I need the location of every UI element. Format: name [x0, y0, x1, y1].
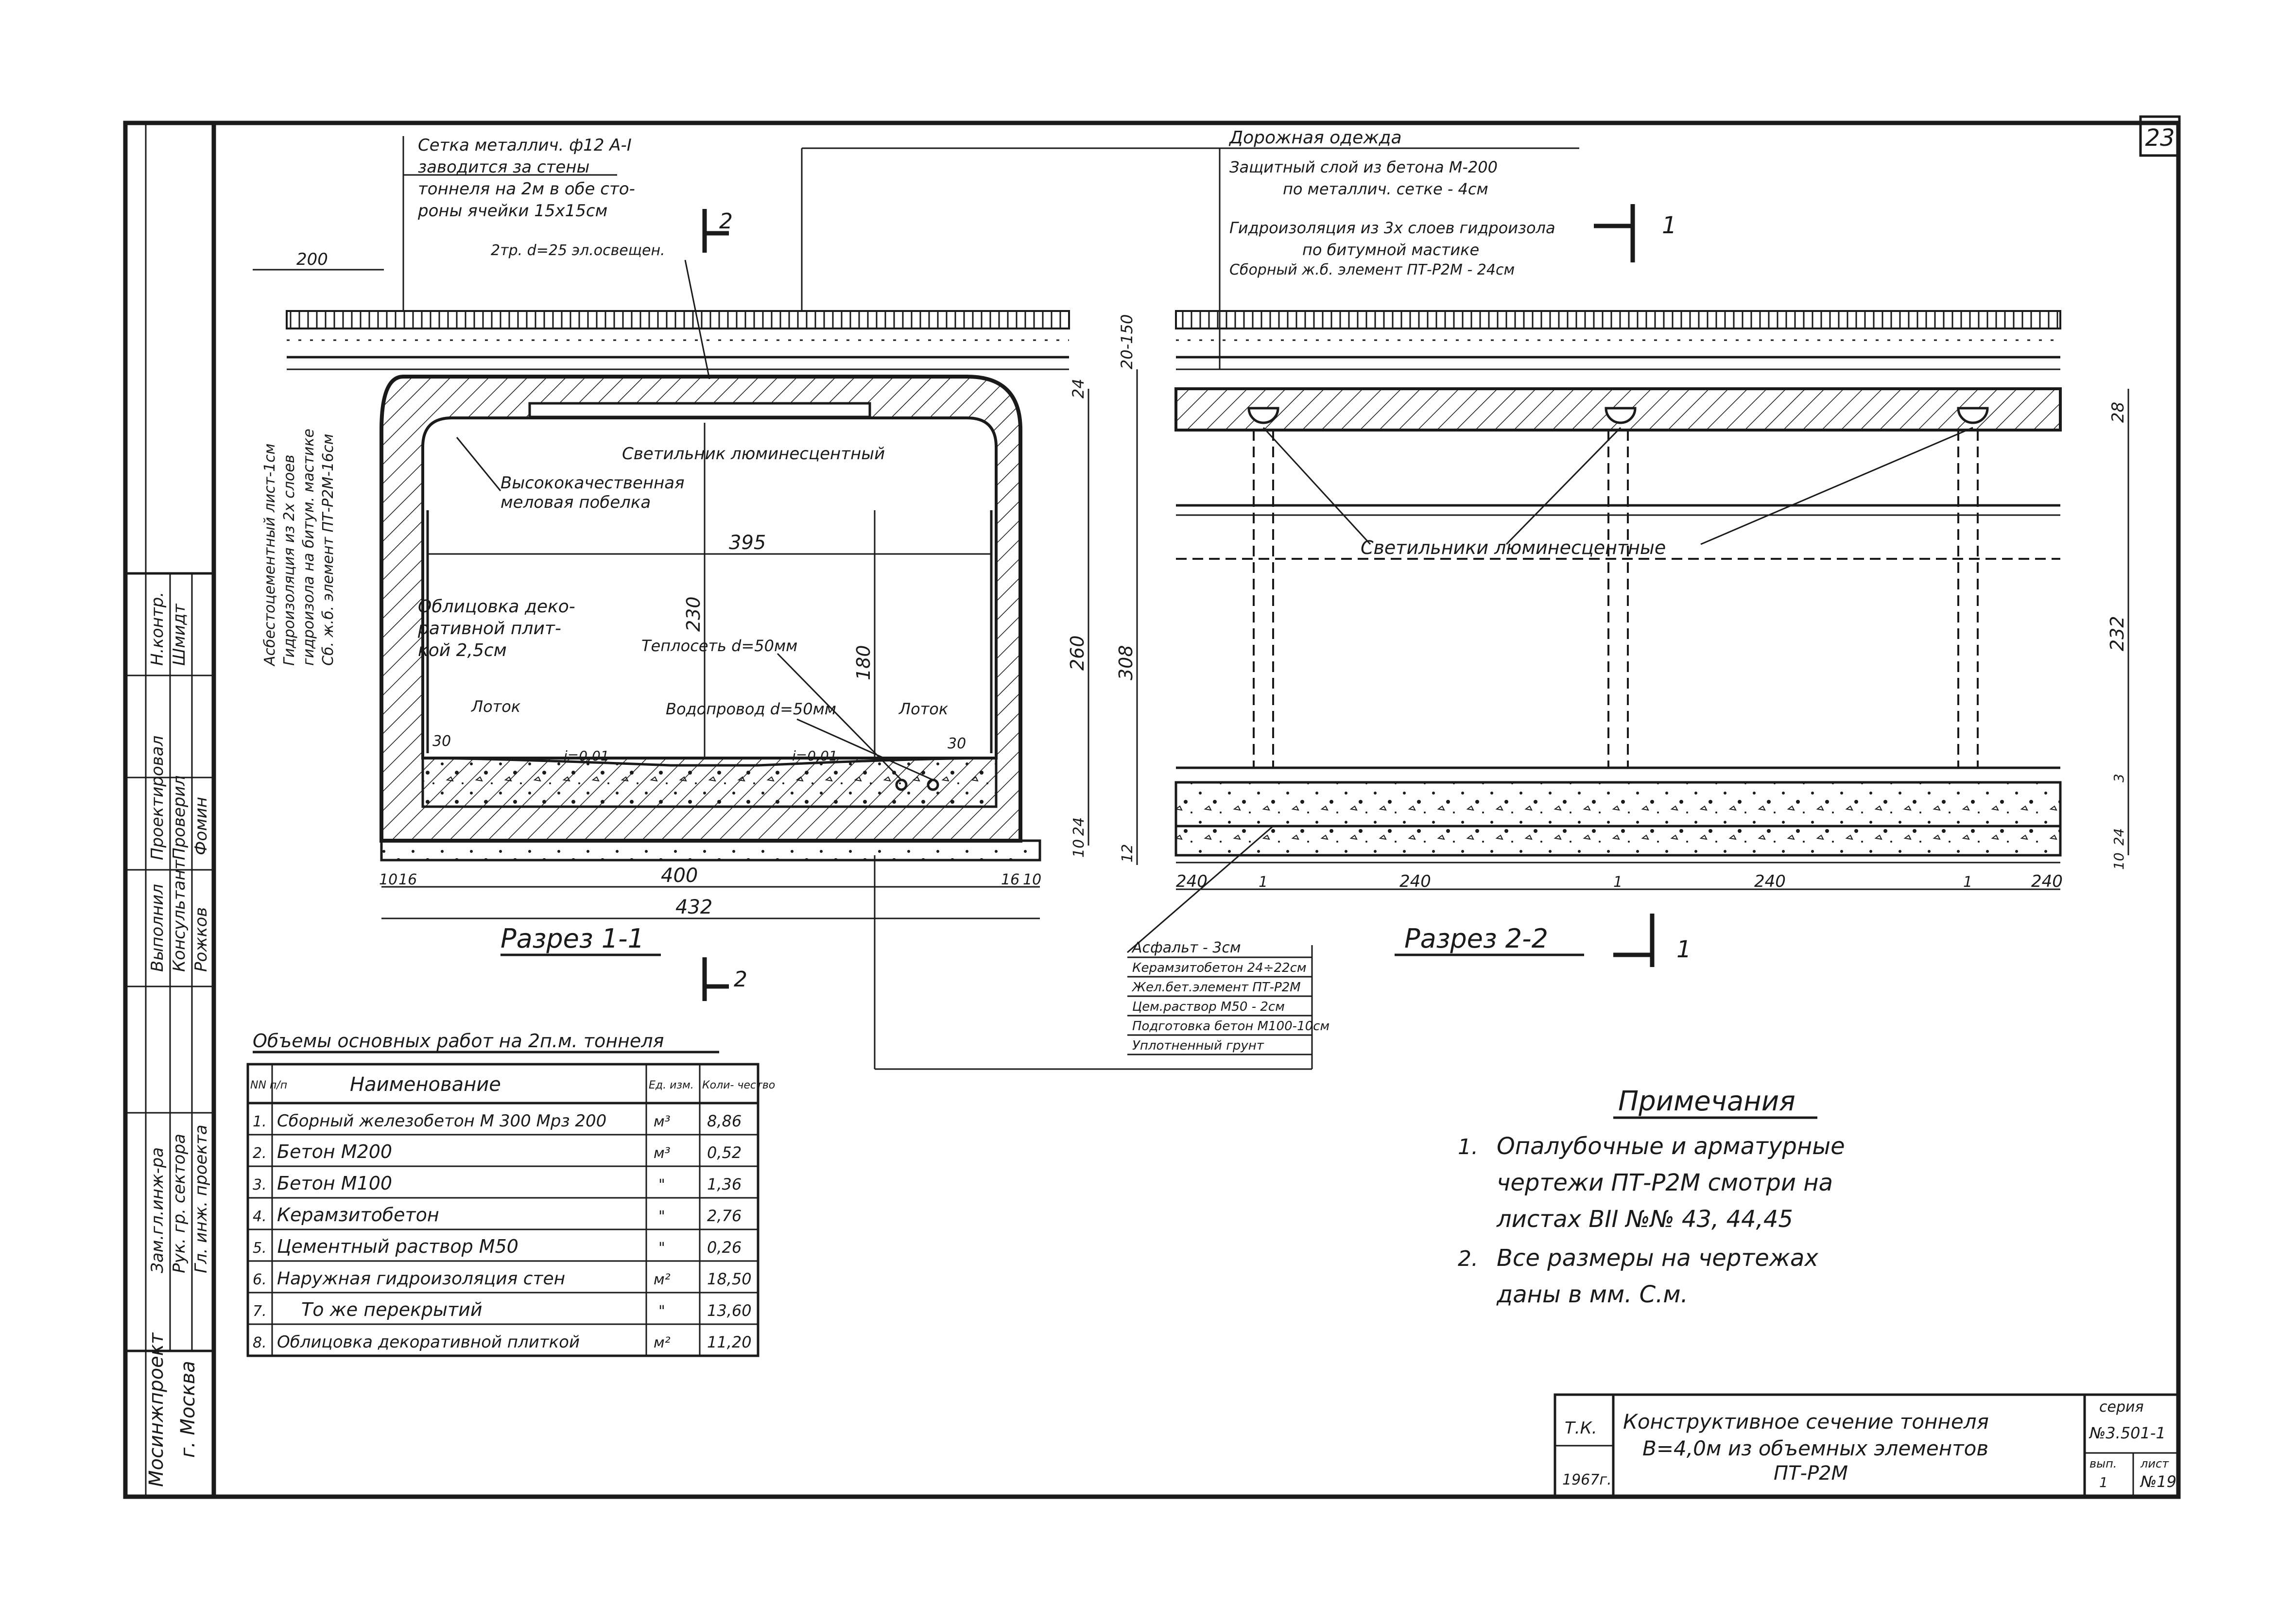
- section-1-title: Разрез 1-1: [501, 923, 644, 954]
- note-1-num: 1.: [1458, 1135, 1478, 1159]
- dim-b10-2: 10: [2111, 852, 2127, 870]
- section-2-title: Разрез 2-2: [1404, 923, 1548, 954]
- stamp-name-2: Фомин: [191, 796, 211, 855]
- table-row-2-num: 2.: [253, 1145, 267, 1162]
- table-row-7-unit: ": [658, 1303, 665, 1320]
- layer-4: Цем.раствор М50 - 2см: [1132, 1000, 1285, 1014]
- road-surface-2: [1176, 311, 2060, 328]
- table-row-1-unit: м³: [654, 1113, 671, 1130]
- lamp-label-1: Светильник люминесцентный: [622, 444, 885, 464]
- notes-title: Примечания: [1618, 1086, 1795, 1117]
- side-label-2: Гидроизоляция из 2х слоев: [281, 454, 298, 666]
- dim-b12: 12: [1119, 844, 1136, 863]
- road-note-6: Сборный ж.б. элемент ПТ-Р2М - 24см: [1229, 261, 1515, 278]
- note-2-line-2: даны в мм. С.м.: [1497, 1281, 1688, 1308]
- stamp-role-8: Проектировал: [148, 735, 167, 860]
- dim-180: 180: [853, 645, 874, 680]
- title-line-1: Конструктивное сечение тоннеля: [1623, 1410, 1989, 1434]
- table-row-8-num: 8.: [253, 1334, 267, 1351]
- layer-3: Жел.бет.элемент ПТ-Р2М: [1132, 980, 1301, 995]
- table-row-6-name: Наружная гидроизоляция стен: [277, 1269, 566, 1289]
- dim-240a: 240: [1176, 872, 1208, 891]
- stamp-role-3: Гл. инж. проекта: [191, 1124, 211, 1273]
- stamp-role-5: Выполнил: [148, 884, 167, 972]
- road-note-4: Гидроизоляция из 3х слоев гидроизола: [1229, 219, 1555, 237]
- table-header-name: Наименование: [350, 1073, 501, 1096]
- table-row-6-num: 6.: [253, 1271, 267, 1288]
- title-line-3: ПТ-Р2М: [1774, 1462, 1848, 1485]
- dim-28: 28: [2108, 401, 2128, 423]
- series-label: серия: [2099, 1399, 2144, 1416]
- road-notes: [802, 128, 1677, 369]
- table-row-3-name: Бетон М100: [277, 1173, 393, 1194]
- lamp-fixture-1: [530, 403, 870, 417]
- dim-1a: 1: [1259, 874, 1268, 891]
- dim-w10-r: 10: [1023, 871, 1042, 888]
- issue-label: вып.: [2089, 1457, 2117, 1470]
- table-row-5-unit: ": [658, 1240, 665, 1257]
- floor-2: [1176, 782, 2060, 826]
- road-surface-1: [287, 311, 1069, 328]
- sheet-number: 23: [2145, 124, 2175, 152]
- stamp-role-2: Рук. гр. секторa: [170, 1133, 189, 1273]
- road-note-3: по металлич. сетке - 4см: [1283, 180, 1488, 198]
- pipes-note: 2тр. d=25 эл.освещен.: [491, 242, 665, 259]
- stamp-role-1: Зам.гл.инж-ра: [148, 1147, 167, 1273]
- left-stamp: [125, 123, 214, 1497]
- stamp-role-7: Проверил: [170, 775, 189, 860]
- cut-mark-top: 2: [719, 209, 733, 234]
- dim-3: 3: [2111, 774, 2127, 782]
- table-row-4-qty: 2,76: [707, 1207, 742, 1225]
- dim-200: 200: [296, 250, 328, 269]
- dim-30-right: 30: [948, 735, 967, 752]
- dim-308: 308: [1115, 645, 1137, 680]
- note-1-line-1: Опалубочные и арматурные: [1497, 1133, 1845, 1160]
- section-1-1: [253, 136, 1137, 1001]
- series-number: №3.501-1: [2089, 1424, 2166, 1442]
- table-row-1-qty: 8,86: [707, 1112, 742, 1130]
- stamp-company: Мосинжпроект: [145, 1332, 168, 1487]
- table-row-6-unit: м²: [654, 1271, 671, 1288]
- foundation-1: [381, 841, 1040, 860]
- table-header-unit: Ед. изм.: [649, 1079, 694, 1091]
- note-1-line-3: листах ВII №№ 43, 44,45: [1497, 1206, 1793, 1233]
- dim-b24-2: 24: [2111, 828, 2127, 846]
- dim-w10-l: 10: [379, 871, 398, 888]
- dim-b10: 10: [1070, 839, 1088, 858]
- mesh-note-3: тоннеля на 2м в обе сто-: [418, 179, 635, 199]
- dim-395: 395: [729, 532, 766, 554]
- stamp-name-3: Шмидт: [170, 604, 189, 666]
- table-row-5-qty: 0,26: [707, 1238, 742, 1257]
- cut-mark-top-1: 1: [1662, 212, 1677, 239]
- cut-mark-bottom-1: 1: [1676, 936, 1692, 963]
- side-label-4: Сб. ж.б. элемент ПТ-Р2М-16см: [320, 433, 337, 666]
- table-row-5-num: 5.: [253, 1240, 267, 1257]
- table-row-4-name: Керамзитобетон: [277, 1204, 439, 1226]
- table-row-4-unit: ": [658, 1208, 665, 1225]
- note-2-line-1: Все размеры на чертежах: [1497, 1244, 1818, 1272]
- stamp-name-1: Рожков: [191, 907, 211, 972]
- sheet-label: лист: [2141, 1457, 2169, 1470]
- stamp-role-6: Консультант: [170, 860, 189, 972]
- table-row-5-name: Цементный раствор М50: [277, 1236, 518, 1257]
- layer-5: Подготовка бетон М100-10см: [1132, 1019, 1330, 1034]
- table-row-3-qty: 1,36: [707, 1175, 742, 1193]
- title-year: 1967г.: [1562, 1471, 1612, 1488]
- table-row-8-name: Облицовка декоративной плиткой: [277, 1332, 580, 1352]
- dim-w432: 432: [675, 896, 713, 918]
- table-row-8-qty: 11,20: [707, 1333, 752, 1351]
- volumes-table: [248, 1030, 775, 1356]
- lamps-label-2: Светильники люминесцентные: [1361, 537, 1666, 558]
- tray-left-label: Лоток: [471, 697, 521, 716]
- paint-label-2: меловая побелка: [501, 493, 651, 512]
- note-1-line-2: чертежи ПТ-Р2М смотри на: [1497, 1169, 1833, 1196]
- dim-w16-r: 16: [1001, 871, 1020, 888]
- dim-260: 260: [1067, 635, 1088, 671]
- table-row-6-qty: 18,50: [707, 1270, 752, 1288]
- table-row-7-num: 7.: [253, 1303, 267, 1320]
- dim-w16-l: 16: [398, 871, 417, 888]
- slope-right: i=0,01: [792, 748, 838, 764]
- heat-label: Теплосеть d=50мм: [641, 637, 798, 655]
- foundation-2: [1176, 826, 2060, 855]
- note-2-num: 2.: [1458, 1246, 1478, 1271]
- table-row-3-unit: ": [658, 1176, 665, 1193]
- water-label: Водопровод d=50мм: [666, 700, 836, 718]
- table-row-3-num: 3.: [253, 1176, 267, 1193]
- tiles-label-3: кой 2,5см: [418, 640, 507, 660]
- tiles-label-2: ративной плит-: [418, 619, 561, 639]
- sheet-num-bottom: №19: [2141, 1472, 2176, 1491]
- dim-b24: 24: [1070, 817, 1088, 836]
- dim-240c: 240: [1754, 872, 1786, 891]
- layer-1: Асфальт - 3см: [1132, 939, 1241, 956]
- mesh-note-2: заводится за стены: [418, 157, 590, 177]
- dim-24: 24: [1069, 379, 1088, 398]
- dim-240d: 240: [2031, 872, 2063, 891]
- dim-slab-top: 20-150: [1118, 314, 1136, 369]
- dim-1c: 1: [1963, 874, 1973, 891]
- title-block: [1555, 1395, 2178, 1497]
- table-row-8-unit: м²: [654, 1334, 671, 1351]
- stamp-city: г. Москва: [177, 1361, 199, 1458]
- side-label-3: гидроизола на битум. мастике: [300, 429, 317, 666]
- table-row-2-qty: 0,52: [707, 1143, 742, 1162]
- dim-232: 232: [2106, 616, 2128, 651]
- cut-mark-bottom: 2: [734, 967, 747, 992]
- issue-number: 1: [2099, 1474, 2108, 1490]
- layer-2: Керамзитобетон 24÷22см: [1132, 961, 1307, 975]
- table-row-1-name: Сборный железобетон М 300 Мрз 200: [277, 1111, 607, 1131]
- table-header-nn: NN п/п: [250, 1079, 288, 1091]
- table-row-7-name: То же перекрытий: [301, 1299, 483, 1320]
- dim-30-left: 30: [432, 733, 451, 750]
- side-label-1: Асбестоцементный лист-1см: [261, 443, 278, 666]
- road-note-2: Защитный слой из бетона М-200: [1229, 158, 1498, 176]
- mesh-note-4: роны ячейки 15х15см: [418, 201, 608, 221]
- dim-1b: 1: [1613, 874, 1623, 891]
- table-row-2-unit: м³: [654, 1145, 671, 1162]
- layer-6: Уплотненный грунт: [1132, 1038, 1264, 1053]
- table-row-7-qty: 13,60: [707, 1301, 752, 1320]
- table-row-4-num: 4.: [253, 1208, 267, 1225]
- table-row-2-name: Бетон М200: [277, 1141, 393, 1162]
- paint-label-1: Высококачественная: [501, 473, 685, 493]
- dim-w400: 400: [661, 864, 698, 887]
- dim-230: 230: [683, 596, 704, 632]
- tray-right-label: Лоток: [899, 700, 949, 718]
- table-row-1-num: 1.: [253, 1113, 267, 1130]
- title-line-2: В=4,0м из объемных элементов: [1642, 1436, 1989, 1460]
- road-note-5: по битумной мастике: [1302, 241, 1480, 259]
- road-note-1: Дорожная одежда: [1229, 128, 1402, 148]
- title-org: Т.К.: [1565, 1418, 1597, 1438]
- mesh-note-1: Сетка металлич. ф12 А-I: [418, 136, 632, 155]
- stamp-role-9: Н.контр.: [148, 591, 167, 666]
- slope-left: i=0,01: [564, 748, 609, 764]
- table-header-qty: Коли- чество: [702, 1079, 776, 1091]
- section-2-2: [1176, 311, 2128, 967]
- table-title: Объемы основных работ на 2п.м. тоннеля: [253, 1030, 664, 1052]
- dim-240b: 240: [1399, 872, 1431, 891]
- notes: [1458, 1086, 1845, 1308]
- tiles-label-1: Облицовка деко-: [418, 597, 575, 617]
- tunnel-floor-1: [423, 758, 996, 807]
